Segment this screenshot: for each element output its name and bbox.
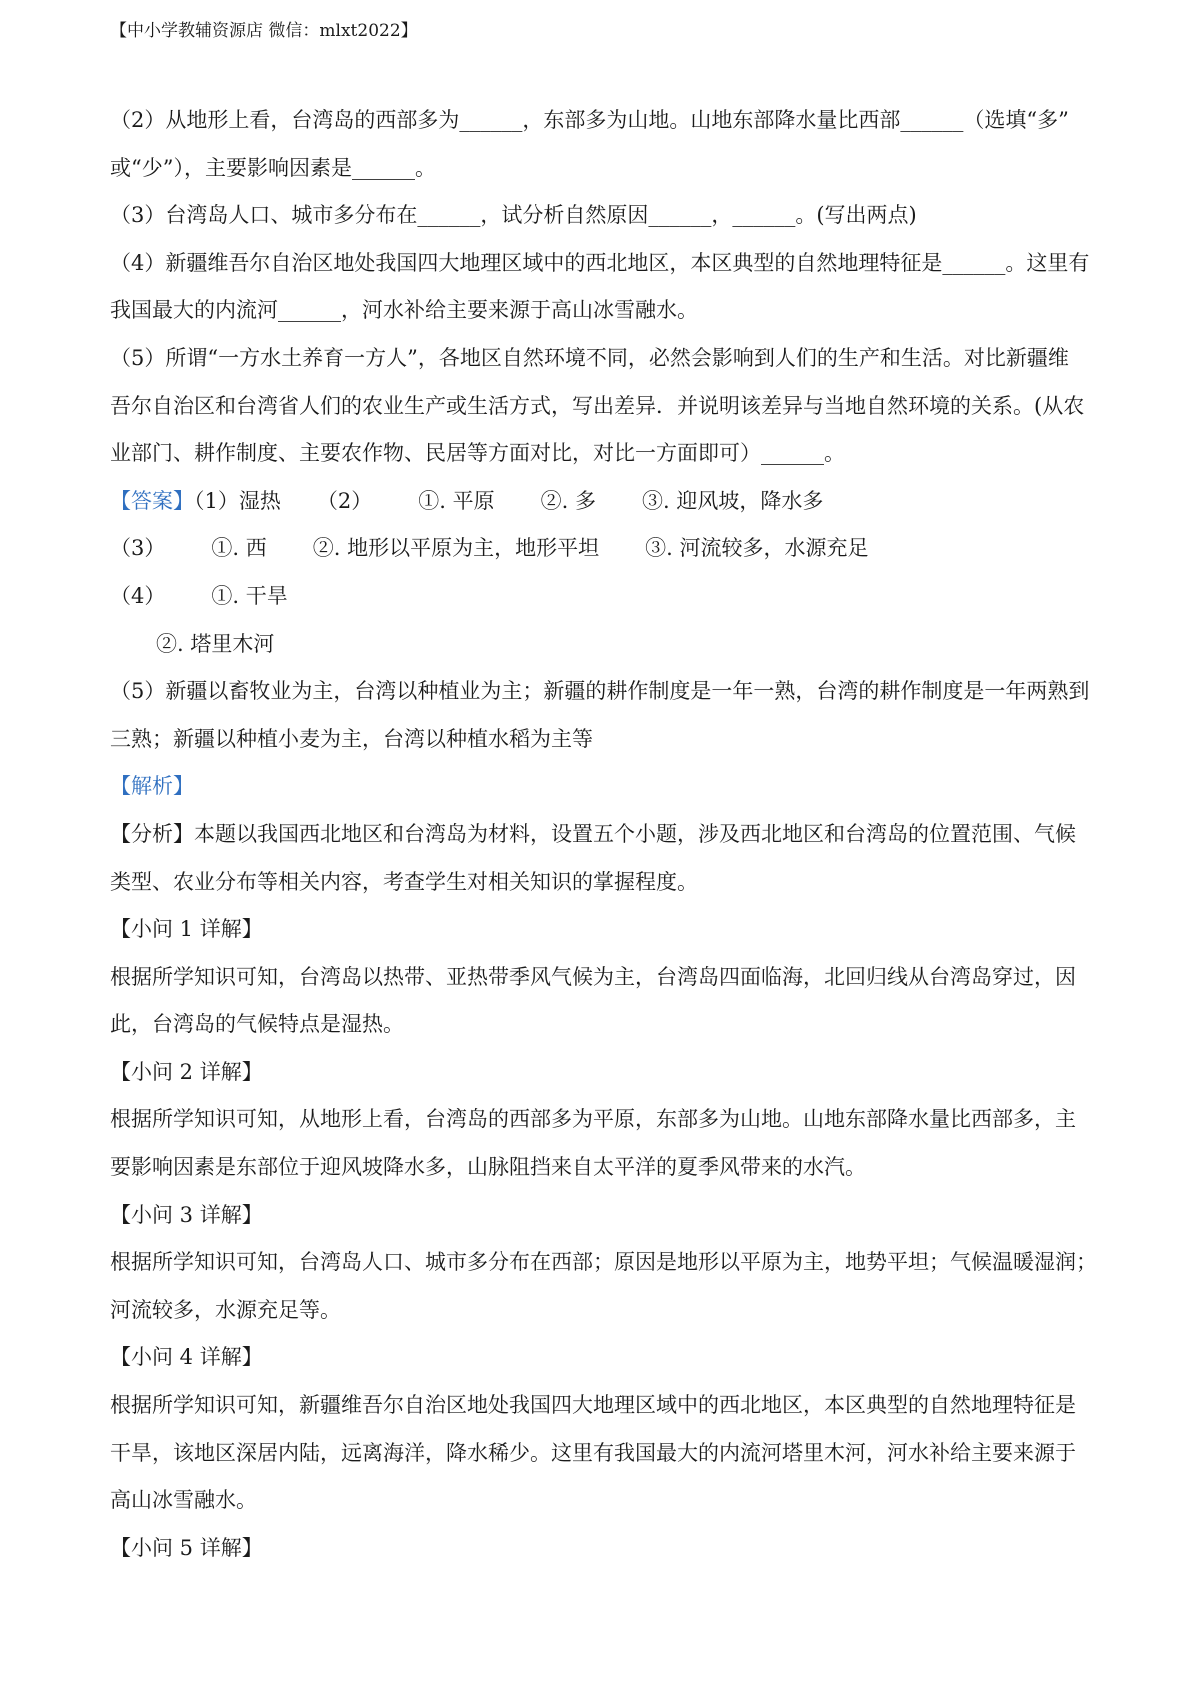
detail-1-line-1: 根据所学知识可知，台湾岛以热带、亚热带季风气候为主，台湾岛四面临海，北回归线从台湾岛穿过，因 <box>110 964 1076 989</box>
analysis-intro-line-2: 类型、农业分布等相关内容，考查学生对相关知识的掌握程度。 <box>110 869 698 894</box>
detail-3-title: 【小问 3 详解】 <box>110 1202 263 1227</box>
detail-3-line-1: 根据所学知识可知，台湾岛人口、城市多分布在西部；原因是地形以平原为主，地势平坦；气候温暖湿润； <box>110 1250 1097 1275</box>
analysis-label: 【解析】 <box>110 774 194 799</box>
answer-2-number: （2） <box>316 488 373 513</box>
question-4-line-2: 我国最大的内流河______，河水补给主要来源于高山冰雪融水。 <box>110 298 698 323</box>
question-5-line-1: （5）所谓“一方水土养育一方人”，各地区自然环境不同，必然会影响到人们的生产和生活。对比新疆维 <box>110 345 1069 370</box>
answer-3-part-3: ③. 河流较多，水源充足 <box>645 536 869 561</box>
detail-4-line-2: 干旱，该地区深居内陆，远离海洋，降水稀少。这里有我国最大的内流河塔里木河，河水补给主要来源于 <box>110 1440 1076 1465</box>
answer-5-line-2: 三熟；新疆以种植小麦为主，台湾以种植水稻为主等 <box>110 726 593 751</box>
answer-1: （1）湿热 <box>194 488 281 513</box>
question-4-line-1: （4）新疆维吾尔自治区地处我国四大地理区域中的西北地区，本区典型的自然地理特征是______。这里有 <box>110 250 1090 275</box>
detail-1-title: 【小问 1 详解】 <box>110 917 263 942</box>
answer-3-number: （3） <box>110 536 166 561</box>
detail-2-line-2: 要影响因素是东部位于迎风坡降水多，山脉阻挡来自太平洋的夏季风带来的水汽。 <box>110 1155 866 1180</box>
detail-2-line-1: 根据所学知识可知，从地形上看，台湾岛的西部多为平原，东部多为山地。山地东部降水量比西部多，主 <box>110 1107 1076 1132</box>
detail-5-title: 【小问 5 详解】 <box>110 1535 263 1560</box>
answer-3-part-2: ②. 地形以平原为主，地形平坦 <box>312 536 600 561</box>
question-2-line-2: 或“少”），主要影响因素是______。 <box>110 155 436 180</box>
answer-4-part-2: ②. 塔里木河 <box>156 631 275 656</box>
answer-row-1 <box>110 478 1105 526</box>
detail-1-line-2: 此，台湾岛的气候特点是湿热。 <box>110 1012 404 1037</box>
detail-4-line-1: 根据所学知识可知，新疆维吾尔自治区地处我国四大地理区域中的西北地区，本区典型的自然地理特征是 <box>110 1393 1076 1418</box>
answer-3-part-1: ①. 西 <box>211 536 267 561</box>
answer-5-line-1: （5）新疆以畜牧业为主，台湾以种植业为主；新疆的耕作制度是一年一熟，台湾的耕作制度是一年两熟到 <box>110 679 1090 704</box>
question-5-line-3: 业部门、耕作制度、主要农作物、民居等方面对比，对比一方面即可）______。 <box>110 441 845 466</box>
question-2-line-1: （2）从地形上看，台湾岛的西部多为______，东部多为山地。山地东部降水量比西部______（选填“多” <box>110 108 1069 132</box>
answer-row-4 <box>110 573 1105 621</box>
detail-2-title: 【小问 2 详解】 <box>110 1059 263 1084</box>
answer-row-3 <box>110 525 1105 573</box>
question-5-line-2: 吾尔自治区和台湾省人们的农业生产或生活方式，写出差异．并说明该差异与当地自然环境的关系。(从农 <box>110 393 1085 418</box>
detail-3-line-2: 河流较多，水源充足等。 <box>110 1297 341 1322</box>
document-content <box>110 97 1105 1572</box>
answer-2-part-1: ①. 平原 <box>418 488 495 513</box>
answer-label: 【答案】 <box>110 488 194 513</box>
header-stamp: 【中小学教辅资源店 微信：mlxt2022】 <box>110 21 418 41</box>
analysis-intro-line-1: 【分析】本题以我国西北地区和台湾岛为材料，设置五个小题，涉及西北地区和台湾岛的位置范围、气候 <box>110 821 1076 846</box>
answer-4-part-1: ①. 干旱 <box>211 583 288 608</box>
answer-2-part-2: ②. 多 <box>540 488 596 513</box>
answer-4-number: （4） <box>110 583 166 608</box>
answer-2-part-3: ③. 迎风坡，降水多 <box>641 488 824 513</box>
question-3-line-1: （3）台湾岛人口、城市多分布在______，试分析自然原因______，______。(写出两点) <box>110 203 917 228</box>
detail-4-title: 【小问 4 详解】 <box>110 1345 263 1370</box>
detail-4-line-3: 高山冰雪融水。 <box>110 1488 257 1513</box>
